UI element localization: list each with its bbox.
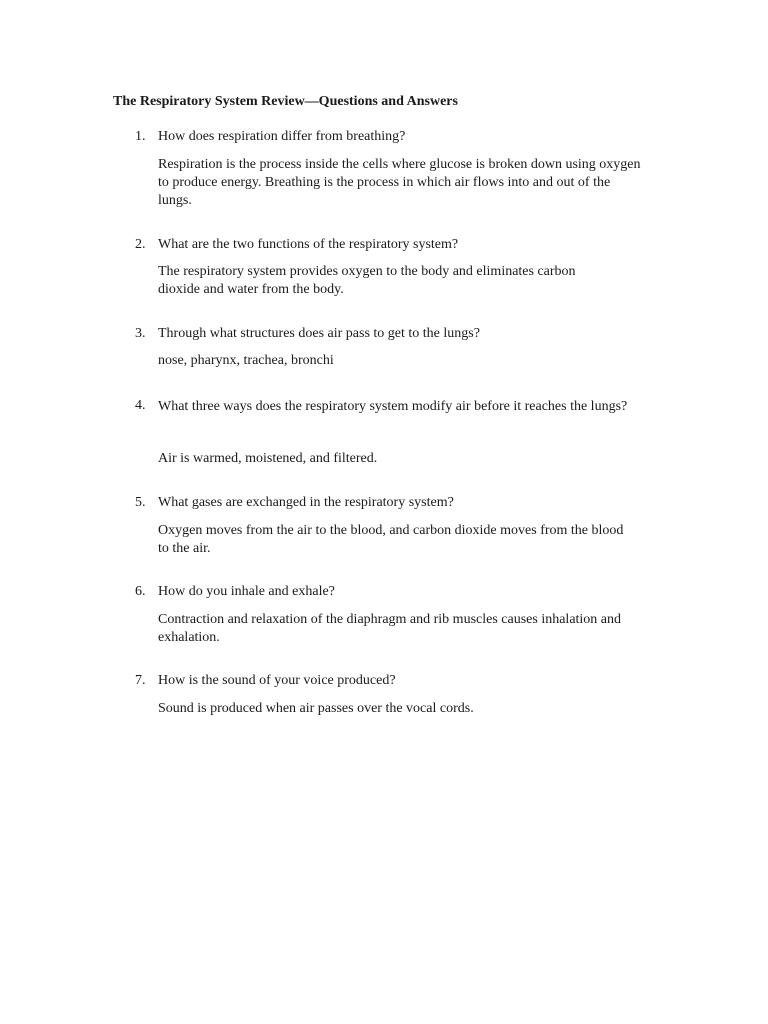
question-number: 1.: [135, 129, 146, 144]
question-number: 3.: [135, 326, 146, 341]
question-number: 7.: [135, 673, 146, 688]
question-text: How does respiration differ from breathing?: [158, 129, 406, 144]
question-text: How is the sound of your voice produced?: [158, 673, 396, 688]
answer-text: Oxygen moves from the air to the blood, and carbon dioxide moves from the blood to the air.: [158, 523, 624, 556]
question-text: What are the two functions of the respiratory system?: [158, 237, 459, 252]
answer-text: The respiratory system provides oxygen to the body and eliminates carbon dioxide and water from the body.: [158, 264, 576, 297]
question-text: How do you inhale and exhale?: [158, 584, 335, 599]
answer-text: Respiration is the process inside the cells where glucose is broken down using oxygen to produce energy. Breathing is the process in which air flows into and out of the lungs.: [158, 157, 641, 208]
question-number: 6.: [135, 584, 146, 599]
question-number: 2.: [135, 237, 146, 252]
question-text: What three ways does the respiratory system modify air before it reaches the lungs?: [158, 399, 628, 414]
question-number: 4.: [135, 398, 146, 413]
answer-text: Air is warmed, moistened, and filtered.: [158, 451, 378, 466]
answer-text: Contraction and relaxation of the diaphragm and rib muscles causes inhalation and exhalation.: [158, 612, 622, 645]
answer-text: nose, pharynx, trachea, bronchi: [158, 353, 334, 368]
answer-text: Sound is produced when air passes over the vocal cords.: [158, 701, 474, 716]
question-text: What gases are exchanged in the respiratory system?: [158, 495, 454, 510]
document-title: The Respiratory System Review—Questions and Answers: [113, 94, 458, 109]
question-number: 5.: [135, 495, 146, 510]
question-text: Through what structures does air pass to get to the lungs?: [158, 326, 480, 341]
